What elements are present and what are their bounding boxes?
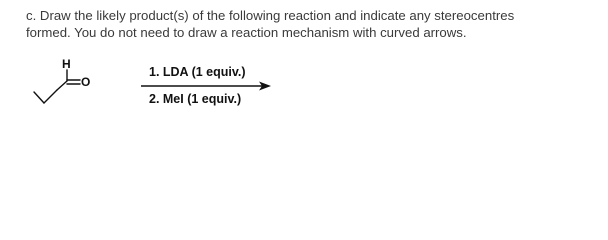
bond-c3-c2: [44, 90, 57, 103]
hydrogen-atom-label: H: [62, 57, 71, 71]
reaction-arrow: [141, 82, 271, 91]
condition-step-1: 1. LDA (1 equiv.): [149, 65, 246, 79]
reaction-scheme: [0, 0, 608, 116]
question-line-2: formed. You do not need to draw a reaction mechanism with curved arrows.: [26, 25, 467, 40]
aldehyde-skeleton: [34, 70, 80, 103]
bond-c4-c3: [34, 92, 44, 103]
condition-step-2: 2. MeI (1 equiv.): [149, 92, 242, 106]
question-line-1: c. Draw the likely product(s) of the following reaction and indicate any stereocentres: [26, 8, 515, 23]
oxygen-atom-label: O: [81, 75, 91, 89]
bond-c2-c1: [57, 81, 67, 90]
